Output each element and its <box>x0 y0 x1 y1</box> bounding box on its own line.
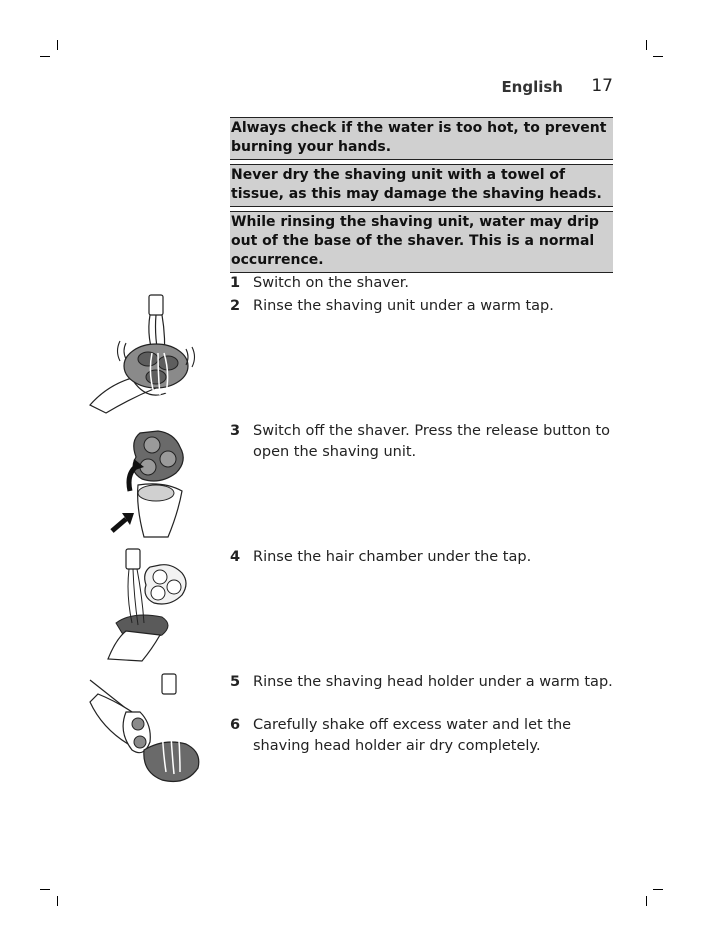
warning-box: Never dry the shaving unit with a towel of tissue, as this may damage the shaving heads. <box>230 164 613 207</box>
step-item <box>230 547 620 568</box>
crop-mark <box>646 40 647 50</box>
warning-box: While rinsing the shaving unit, water may drip out of the base of the shaver. This is a normal occurrence. <box>230 211 613 273</box>
step-text: Rinse the shaving head holder under a warm tap. <box>253 674 613 690</box>
step-item <box>230 296 620 317</box>
warning-box: Always check if the water is too hot, to prevent burning your hands. <box>230 117 613 160</box>
rinse-hair-chamber-illustration <box>102 545 192 663</box>
step-number: 6 <box>230 717 241 733</box>
crop-mark <box>40 56 50 57</box>
crop-mark <box>57 40 58 50</box>
step-text: Rinse the hair chamber under the tap. <box>253 549 532 565</box>
crop-mark <box>653 56 663 57</box>
step-number: 4 <box>230 549 241 565</box>
crop-mark <box>646 896 647 906</box>
step-item <box>230 715 620 757</box>
page-header <box>0 76 613 98</box>
step-number: 2 <box>230 298 241 314</box>
step-item <box>230 421 620 463</box>
crop-mark <box>57 896 58 906</box>
step-number: 3 <box>230 423 241 439</box>
step-item <box>230 273 620 294</box>
warning-list <box>230 117 613 277</box>
page-number: 17 <box>591 76 613 96</box>
step-text: Switch on the shaver. <box>253 275 409 291</box>
language-label: English <box>501 78 563 96</box>
open-shaving-unit-illustration <box>108 427 194 539</box>
step-number: 1 <box>230 275 241 291</box>
step-number: 5 <box>230 674 241 690</box>
rinse-head-holder-illustration <box>88 672 204 790</box>
step-item <box>230 672 620 693</box>
crop-mark <box>40 889 50 890</box>
step-text: Carefully shake off excess water and let the shaving head holder air dry completely. <box>253 717 572 754</box>
crop-mark <box>653 889 663 890</box>
step-text: Rinse the shaving unit under a warm tap. <box>253 298 554 314</box>
step-text: Switch off the shaver. Press the release button to open the shaving unit. <box>253 423 611 460</box>
rinse-shaving-unit-illustration <box>86 293 206 415</box>
